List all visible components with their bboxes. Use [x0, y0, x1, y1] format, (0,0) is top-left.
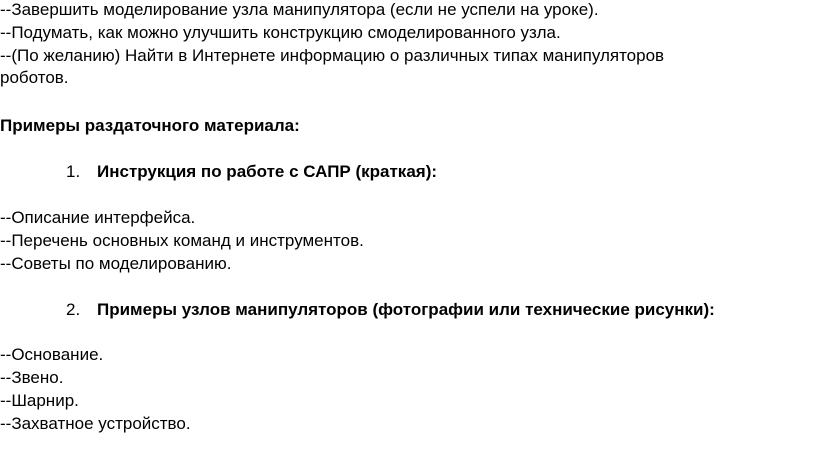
section-2-item: --Основание.: [0, 345, 104, 364]
section-2-item: --Захватное устройство.: [0, 414, 191, 433]
section-1-item: --Описание интерфейса.: [0, 208, 196, 227]
task-line-2: --Подумать, как можно улучшить конструкцию смоделированного узла.: [0, 23, 561, 42]
section-2-number: 2.: [66, 300, 81, 319]
task-line-1: --Завершить моделирование узла манипулятора (если не успели на уроке).: [0, 0, 599, 19]
section-1-item: --Советы по моделированию.: [0, 254, 232, 273]
task-line-3: --(По желанию) Найти в Интернете информацию о различных типах манипуляторов: [0, 46, 665, 65]
section-2-item: --Шарнир.: [0, 391, 79, 410]
task-line-4: роботов.: [0, 68, 69, 87]
section-1-title: Инструкция по работе с САПР (краткая):: [97, 162, 438, 181]
section-1-item: --Перечень основных команд и инструментов.: [0, 231, 364, 250]
handout-heading: Примеры раздаточного материала:: [0, 116, 300, 135]
section-2-item: --Звено.: [0, 368, 64, 387]
section-1-number: 1.: [66, 162, 81, 181]
section-2-title: Примеры узлов манипуляторов (фотографии или технические рисунки):: [97, 300, 715, 319]
